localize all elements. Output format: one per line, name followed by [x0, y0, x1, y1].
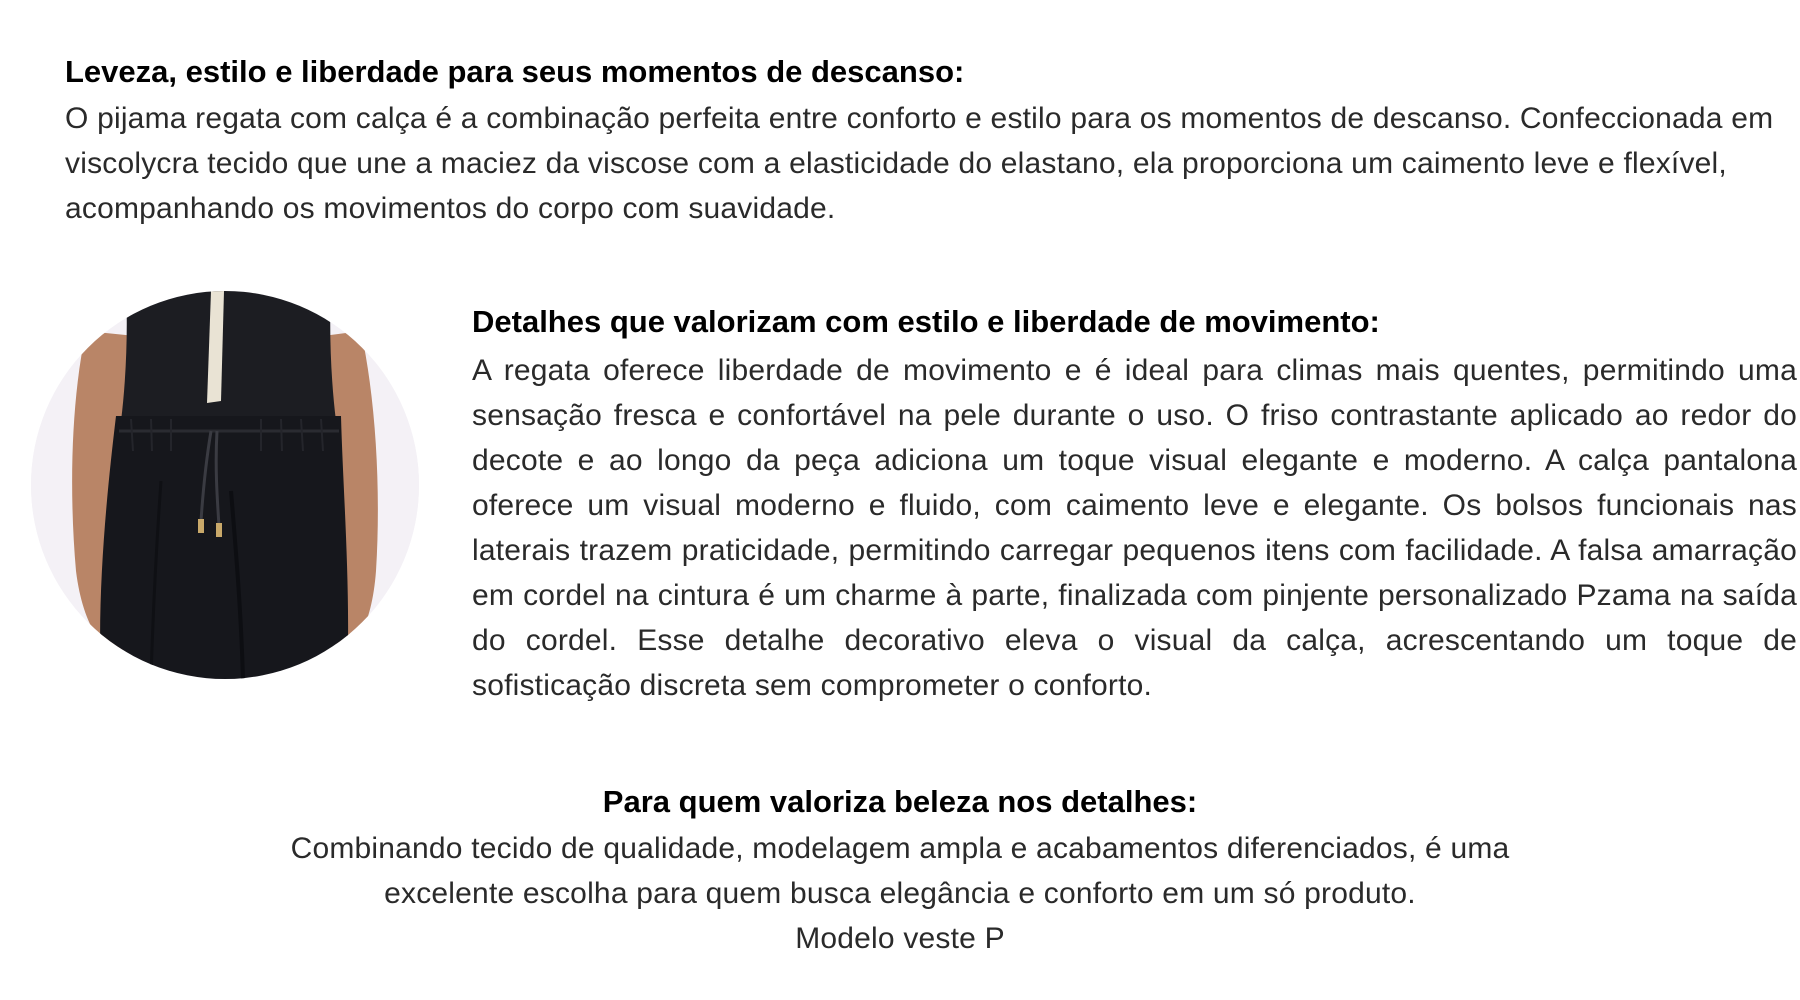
closing-heading: Para quem valoriza beleza nos detalhes:	[602, 784, 1198, 819]
details-section	[472, 302, 1797, 708]
details-text: A regata oferece liberdade de movimento e é ideal para climas mais quentes, permitindo uma sensação fresca e confortável na pele durante o uso. O friso contrastante aplicado ao redor do decote e ao longo da peça adiciona um toque visual elegante e moderno. A calça pantalona oferece um visual moderno e fluido, com caimento leve e elegante. Os bolsos funcionais nas laterais trazem praticidade, permitindo carregar pequenos itens com facilidade. A falsa amarração em cordel na cintura é um charme à parte, finalizada com pinjente personalizado Pzama na saída do cordel. Esse detalhe decorativo eleva o visual da calça, acrescentando um toque de sofisticação discreta sem comprometer o conforto.	[472, 354, 1797, 702]
intro-section	[65, 52, 1795, 231]
product-photo-illustration	[31, 291, 419, 679]
intro-text: O pijama regata com calça é a combinação perfeita entre conforto e estilo para os momentos de descanso. Confeccionada em viscolycra tecido que une a maciez da viscose com a elasticidade do elastano, ela proporciona um caimento leve e flexível, acompanhando os movimentos do corpo com suavidade.	[65, 102, 1774, 225]
closing-text: Combinando tecido de qualidade, modelagem ampla e acabamentos diferenciados, é uma excelente escolha para quem busca elegância e conforto em um só produto.	[290, 832, 1510, 910]
model-size-note: Modelo veste P	[795, 922, 1005, 955]
intro-heading: Leveza, estilo e liberdade para seus momentos de descanso:	[65, 54, 965, 89]
details-heading: Detalhes que valorizam com estilo e liberdade de movimento:	[472, 304, 1380, 339]
closing-section	[250, 782, 1550, 961]
product-photo	[31, 291, 419, 679]
